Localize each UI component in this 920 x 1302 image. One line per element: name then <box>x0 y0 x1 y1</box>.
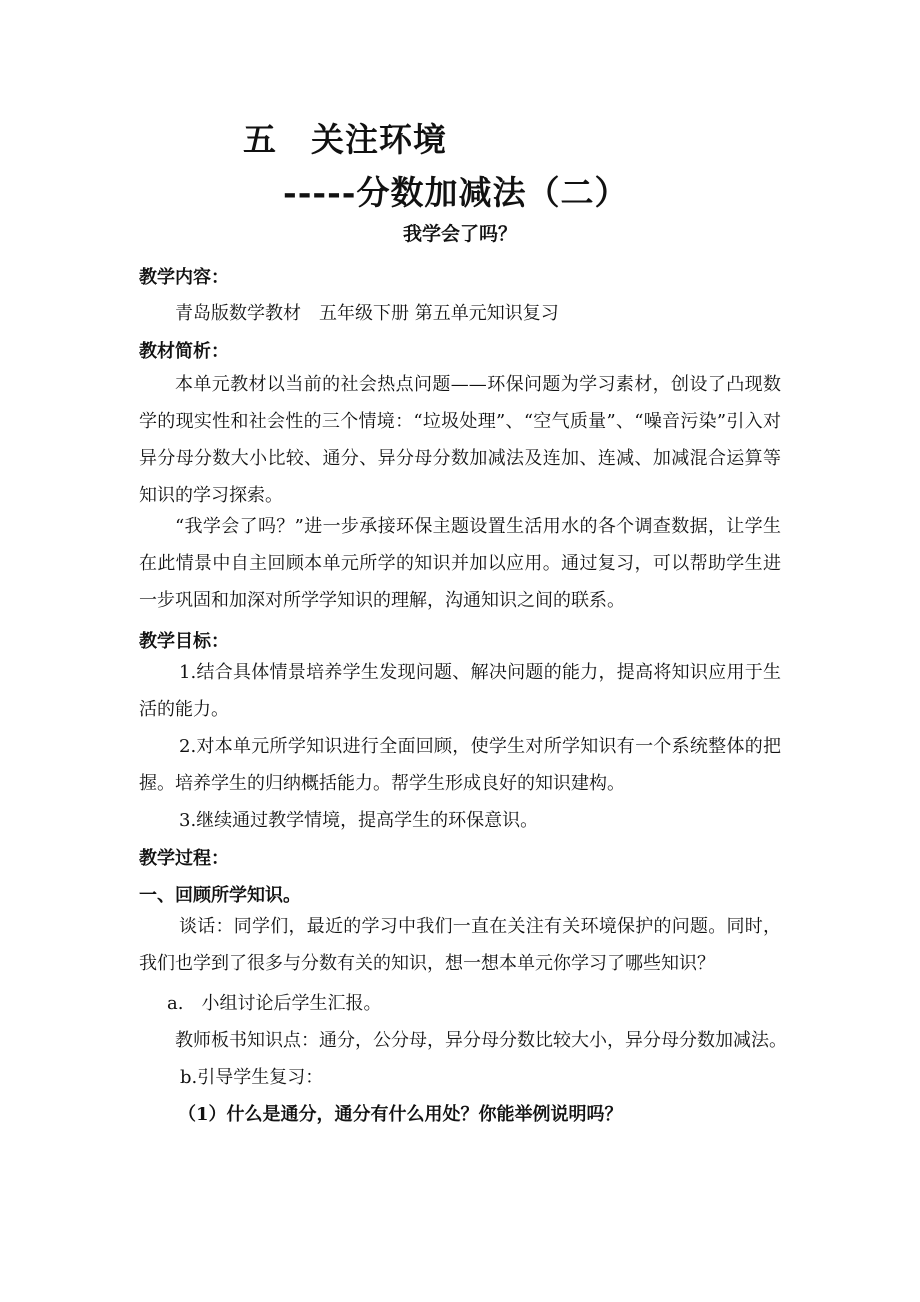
step-1-heading: 一、回顾所学知识。 <box>139 885 301 906</box>
content-heading: 教学内容： <box>139 267 229 288</box>
content-text: 青岛版数学教材 五年级下册 第五单元知识复习 <box>175 303 559 324</box>
process-heading: 教学过程： <box>139 848 229 869</box>
item-b: b.引导学生复习： <box>180 1067 324 1088</box>
lesson-subtitle: -----分数加减法（二） <box>283 173 629 212</box>
analysis-paragraph-1: 本单元教材以当前的社会热点问题——环保问题为学习素材，创设了凸现数学的现实性和社会性的三个情境：“垃圾处理”、“空气质量”、“噪音污染”引入对异分母分数大小比较、通分、异分母分数加减法及连加、连减、加减混合运算等知识的学习探索。 <box>139 374 781 506</box>
goal-3: 3.继续通过教学情境，提高学生的环保意识。 <box>179 810 539 831</box>
title-number: 五 <box>243 120 277 159</box>
talk-paragraph: 谈话：同学们，最近的学习中我们一直在关注有关环境保护的问题。同时，我们也学到了很多与分数有关的知识，想一想本单元你学习了哪些知识？ <box>139 916 781 974</box>
analysis-heading: 教材简析： <box>139 341 229 362</box>
goal-1: 1.结合具体情景培养学生发现问题、解决问题的能力，提高将知识应用于生活的能力。 <box>139 662 781 720</box>
item-a: a. 小组讨论后学生汇报。 <box>167 993 382 1014</box>
title-main: 关注环境 <box>311 120 447 159</box>
goals-heading: 教学目标： <box>139 631 229 652</box>
goal-2: 2.对本单元所学知识进行全面回顾，使学生对所学知识有一个系统整体的把握。培养学生的归纳概括能力。帮学生形成良好的知识建构。 <box>139 736 781 794</box>
question-1: （1）什么是通分，通分有什么用处？你能举例说明吗？ <box>178 1104 623 1125</box>
analysis-paragraph-2: “我学会了吗？”进一步承接环保主题设置生活用水的各个调查数据，让学生在此情景中自主回顾本单元所学的知识并加以应用。通过复习，可以帮助学生进一步巩固和加深对所学学知识的理解，沟通知识之间的联系。 <box>139 516 781 611</box>
board-knowledge-points: 教师板书知识点：通分，公分母，异分母分数比较大小，异分母分数加减法。 <box>175 1030 787 1051</box>
lesson-title <box>243 114 447 161</box>
section-subtitle: 我学会了吗？ <box>402 223 517 245</box>
